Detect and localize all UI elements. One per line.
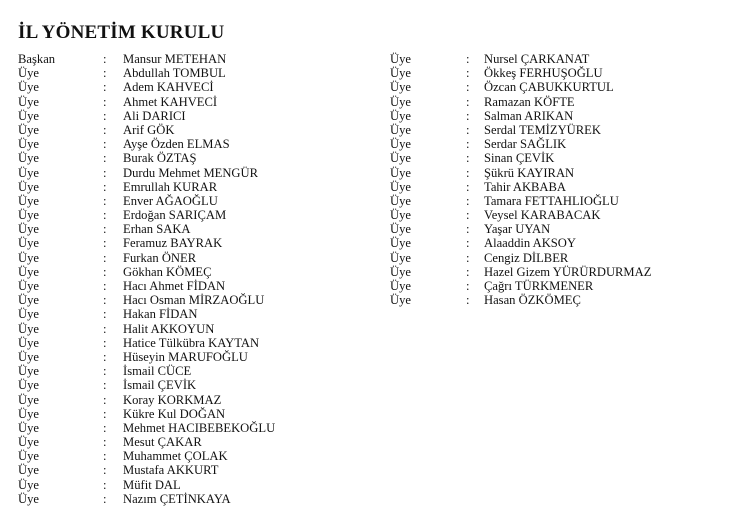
member-name: Yaşar UYAN xyxy=(484,222,551,237)
member-role: Üye xyxy=(18,463,39,478)
member-row xyxy=(390,109,651,123)
member-row xyxy=(390,251,651,265)
member-row xyxy=(18,251,275,265)
member-row xyxy=(18,123,275,137)
member-role: Üye xyxy=(18,392,39,407)
member-name: Cengiz DİLBER xyxy=(484,250,569,265)
member-role: Üye xyxy=(18,122,39,137)
member-row xyxy=(18,350,275,364)
member-row xyxy=(390,279,651,293)
separator-colon: : xyxy=(103,208,107,223)
member-role: Üye xyxy=(18,94,39,109)
separator-colon: : xyxy=(103,406,107,421)
member-role: Üye xyxy=(390,108,411,123)
member-row xyxy=(390,66,651,80)
member-role: Üye xyxy=(390,52,411,66)
member-role: Üye xyxy=(390,66,411,81)
member-name: Ramazan KÖFTE xyxy=(484,94,575,109)
member-role: Üye xyxy=(18,378,39,393)
member-role: Üye xyxy=(18,179,39,194)
member-role: Üye xyxy=(18,293,39,308)
member-name: Şükrü KAYIRAN xyxy=(484,165,575,180)
separator-colon: : xyxy=(103,293,107,308)
member-role: Üye xyxy=(18,236,39,251)
member-row xyxy=(18,421,275,435)
separator-colon: : xyxy=(103,108,107,123)
left-member-list xyxy=(18,52,275,506)
member-row xyxy=(18,293,275,307)
member-row xyxy=(18,137,275,151)
member-row xyxy=(18,265,275,279)
separator-colon: : xyxy=(466,66,470,81)
separator-colon: : xyxy=(466,250,470,265)
member-role: Üye xyxy=(18,165,39,180)
member-row xyxy=(18,208,275,222)
member-name: Erdoğan SARIÇAM xyxy=(123,208,227,223)
member-name: Hüseyin MARUFOĞLU xyxy=(123,349,248,364)
separator-colon: : xyxy=(103,264,107,279)
separator-colon: : xyxy=(103,151,107,166)
member-name: Nursel ÇARKANAT xyxy=(484,52,590,66)
member-role: Başkan xyxy=(18,52,56,66)
separator-colon: : xyxy=(466,293,470,308)
separator-colon: : xyxy=(466,80,470,95)
member-name: Burak ÖZTAŞ xyxy=(123,151,197,166)
member-row xyxy=(18,236,275,250)
member-name: Furkan ÖNER xyxy=(123,250,197,265)
separator-colon: : xyxy=(103,66,107,81)
separator-colon: : xyxy=(103,449,107,464)
member-row xyxy=(18,407,275,421)
member-role: Üye xyxy=(18,435,39,450)
separator-colon: : xyxy=(466,179,470,194)
page-title: İL YÖNETİM KURULU xyxy=(18,22,225,43)
member-role: Üye xyxy=(18,193,39,208)
member-row xyxy=(18,393,275,407)
separator-colon: : xyxy=(466,52,470,66)
separator-colon: : xyxy=(103,463,107,478)
member-name: Serdar SAĞLIK xyxy=(484,137,567,152)
member-name: Kükre Kul DOĞAN xyxy=(123,406,226,421)
member-row xyxy=(18,109,275,123)
member-role: Üye xyxy=(18,222,39,237)
member-row xyxy=(18,194,275,208)
member-row xyxy=(390,95,651,109)
member-row xyxy=(18,66,275,80)
member-role: Üye xyxy=(18,108,39,123)
member-name: Müfit DAL xyxy=(123,477,181,492)
separator-colon: : xyxy=(103,420,107,435)
member-name: Ahmet KAHVECİ xyxy=(123,94,218,109)
member-name: Arif GÖK xyxy=(123,122,175,137)
separator-colon: : xyxy=(103,279,107,293)
member-name: Hasan ÖZKÖMEÇ xyxy=(484,293,581,308)
separator-colon: : xyxy=(103,236,107,251)
separator-colon: : xyxy=(103,349,107,364)
member-row xyxy=(18,52,275,66)
member-role: Üye xyxy=(18,80,39,95)
member-name: Hakan FİDAN xyxy=(123,307,198,322)
member-name: Nazım ÇETİNKAYA xyxy=(123,491,231,506)
member-role: Üye xyxy=(390,222,411,237)
member-role: Üye xyxy=(18,307,39,322)
member-row xyxy=(390,52,651,66)
member-name: Mustafa AKKURT xyxy=(123,463,219,478)
member-row xyxy=(18,378,275,392)
separator-colon: : xyxy=(466,193,470,208)
member-row xyxy=(18,166,275,180)
separator-colon: : xyxy=(466,208,470,223)
separator-colon: : xyxy=(103,321,107,336)
member-role: Üye xyxy=(18,420,39,435)
member-role: Üye xyxy=(390,122,411,137)
member-name: İsmail ÇEVİK xyxy=(123,378,197,393)
member-row xyxy=(18,80,275,94)
member-name: Gökhan KÖMEÇ xyxy=(123,264,212,279)
member-row xyxy=(390,265,651,279)
member-name: Özcan ÇABUKKURTUL xyxy=(484,80,614,95)
member-name: Hatice Tülkübra KAYTAN xyxy=(123,335,260,350)
separator-colon: : xyxy=(466,122,470,137)
member-name: Hacı Ahmet FİDAN xyxy=(123,279,226,293)
member-role: Üye xyxy=(390,193,411,208)
member-row xyxy=(390,194,651,208)
member-name: Alaaddin AKSOY xyxy=(484,236,576,251)
member-row xyxy=(390,137,651,151)
member-name: Sinan ÇEVİK xyxy=(484,151,555,166)
separator-colon: : xyxy=(103,364,107,379)
member-role: Üye xyxy=(18,406,39,421)
member-name: Serdal TEMİZYÜREK xyxy=(484,122,601,137)
member-role: Üye xyxy=(18,321,39,336)
member-name: Halit AKKOYUN xyxy=(123,321,215,336)
separator-colon: : xyxy=(466,279,470,293)
member-row xyxy=(18,279,275,293)
member-name: Ayşe Özden ELMAS xyxy=(123,137,230,152)
member-name: Erhan SAKA xyxy=(123,222,191,237)
member-role: Üye xyxy=(18,264,39,279)
member-name: Koray KORKMAZ xyxy=(123,392,222,407)
separator-colon: : xyxy=(103,165,107,180)
separator-colon: : xyxy=(103,122,107,137)
member-name: Çağrı TÜRKMENER xyxy=(484,279,594,293)
member-name: Ökkeş FERHUŞOĞLU xyxy=(484,66,603,81)
member-role: Üye xyxy=(390,264,411,279)
member-role: Üye xyxy=(390,279,411,293)
member-row xyxy=(390,166,651,180)
member-role: Üye xyxy=(18,449,39,464)
member-name: Mesut ÇAKAR xyxy=(123,435,202,450)
member-row xyxy=(390,208,651,222)
member-row xyxy=(18,180,275,194)
member-name: Enver AĞAOĞLU xyxy=(123,193,218,208)
member-row xyxy=(390,293,651,307)
member-role: Üye xyxy=(18,66,39,81)
member-name: Abdullah TOMBUL xyxy=(123,66,226,81)
member-row xyxy=(18,449,275,463)
member-name: Durdu Mehmet MENGÜR xyxy=(123,165,259,180)
member-role: Üye xyxy=(18,151,39,166)
member-row xyxy=(18,222,275,236)
member-name: Hacı Osman MİRZAOĞLU xyxy=(123,293,265,308)
member-role: Üye xyxy=(18,250,39,265)
separator-colon: : xyxy=(466,236,470,251)
separator-colon: : xyxy=(103,94,107,109)
member-role: Üye xyxy=(18,477,39,492)
separator-colon: : xyxy=(103,392,107,407)
separator-colon: : xyxy=(103,435,107,450)
separator-colon: : xyxy=(103,179,107,194)
separator-colon: : xyxy=(466,108,470,123)
separator-colon: : xyxy=(466,94,470,109)
member-role: Üye xyxy=(18,349,39,364)
member-name: Mehmet HACIBEBEKOĞLU xyxy=(123,420,276,435)
member-row xyxy=(18,478,275,492)
member-role: Üye xyxy=(390,137,411,152)
member-role: Üye xyxy=(390,151,411,166)
member-role: Üye xyxy=(390,208,411,223)
separator-colon: : xyxy=(466,165,470,180)
member-row xyxy=(18,307,275,321)
member-name: Adem KAHVECİ xyxy=(123,80,214,95)
member-row xyxy=(18,151,275,165)
member-row xyxy=(390,180,651,194)
member-name: Ali DARICI xyxy=(123,108,186,123)
member-name: Mansur METEHAN xyxy=(123,52,227,66)
member-row xyxy=(390,236,651,250)
separator-colon: : xyxy=(103,137,107,152)
separator-colon: : xyxy=(466,264,470,279)
separator-colon: : xyxy=(103,335,107,350)
separator-colon: : xyxy=(103,491,107,506)
separator-colon: : xyxy=(103,250,107,265)
member-role: Üye xyxy=(390,94,411,109)
separator-colon: : xyxy=(103,307,107,322)
member-role: Üye xyxy=(18,279,39,293)
member-role: Üye xyxy=(390,165,411,180)
member-role: Üye xyxy=(18,335,39,350)
separator-colon: : xyxy=(466,151,470,166)
member-role: Üye xyxy=(18,491,39,506)
member-row xyxy=(390,222,651,236)
right-member-list xyxy=(390,52,651,307)
member-row xyxy=(18,364,275,378)
separator-colon: : xyxy=(103,477,107,492)
separator-colon: : xyxy=(103,378,107,393)
member-name: Muhammet ÇOLAK xyxy=(123,449,228,464)
separator-colon: : xyxy=(466,222,470,237)
member-role: Üye xyxy=(390,250,411,265)
separator-colon: : xyxy=(103,80,107,95)
member-name: Emrullah KURAR xyxy=(123,179,218,194)
member-role: Üye xyxy=(18,137,39,152)
member-role: Üye xyxy=(390,179,411,194)
separator-colon: : xyxy=(466,137,470,152)
member-row xyxy=(18,435,275,449)
member-row xyxy=(18,492,275,506)
member-role: Üye xyxy=(390,293,411,308)
separator-colon: : xyxy=(103,52,107,66)
member-name: İsmail CÜCE xyxy=(123,364,192,379)
member-row xyxy=(18,322,275,336)
member-name: Feramuz BAYRAK xyxy=(123,236,223,251)
member-row xyxy=(390,80,651,94)
member-name: Tamara FETTAHLIOĞLU xyxy=(484,193,619,208)
member-name: Veysel KARABACAK xyxy=(484,208,601,223)
member-role: Üye xyxy=(18,208,39,223)
member-role: Üye xyxy=(390,236,411,251)
member-role: Üye xyxy=(18,364,39,379)
member-row xyxy=(18,463,275,477)
member-row xyxy=(390,123,651,137)
member-row xyxy=(18,336,275,350)
member-name: Salman ARIKAN xyxy=(484,108,574,123)
member-name: Tahir AKBABA xyxy=(484,179,567,194)
member-role: Üye xyxy=(390,80,411,95)
member-name: Hazel Gizem YÜRÜRDURMAZ xyxy=(484,264,652,279)
member-row xyxy=(18,95,275,109)
separator-colon: : xyxy=(103,222,107,237)
member-row xyxy=(390,151,651,165)
separator-colon: : xyxy=(103,193,107,208)
